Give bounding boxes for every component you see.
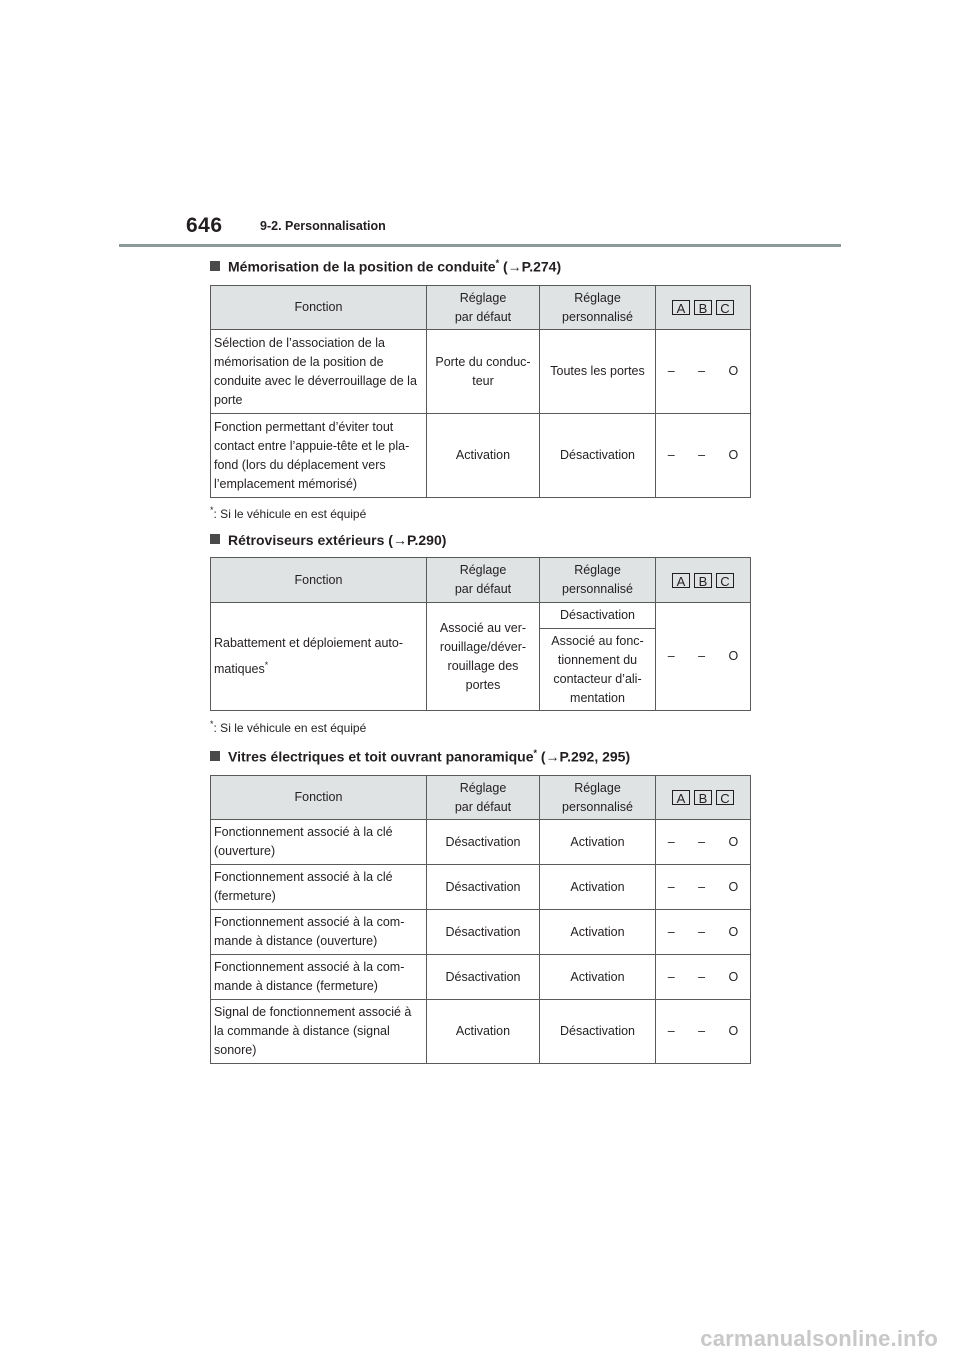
watermark: carmanualsonline.info [700, 1326, 938, 1351]
letter-a-box: A [672, 300, 690, 315]
letter-c-box: C [716, 573, 734, 588]
table-header-row [211, 286, 751, 330]
table-row [211, 955, 751, 1000]
bullet-square-icon [210, 261, 220, 271]
cell-defaut: Désactivation [427, 955, 540, 1000]
cell-defaut: Associé au ver- rouillage/déver- rouillage des portes [427, 603, 540, 711]
cell-letters: – – O [656, 865, 751, 910]
letter-a-box: A [672, 573, 690, 588]
section3-title: Vitres électriques et toit ouvrant panoramique [228, 748, 534, 765]
cell-letters: – – O [656, 910, 751, 955]
letter-b-box: B [694, 790, 712, 805]
cell-fonction: Fonction permettant d’éviter tout contact entre l’appuie-tête et le pla- fond (lors du déplacement vers l’emplacement mémorisé) [211, 414, 427, 498]
header-rule [119, 244, 841, 247]
cell-perso: Activation [540, 865, 656, 910]
cell-letters: – – O [656, 955, 751, 1000]
section1-table [210, 285, 751, 498]
section-label: 9-2. Personnalisation [260, 219, 386, 233]
table-row [211, 910, 751, 955]
section3-title-mark: * [533, 748, 537, 758]
cell-fonction: Fonctionnement associé à la com- mande à distance (ouverture) [211, 910, 427, 955]
section3-ref: (→P.292, 295) [537, 748, 631, 765]
cell-perso: Toutes les portes [540, 330, 656, 414]
header-defaut: Réglage par défaut [427, 286, 540, 330]
header-perso: Réglage personnalisé [540, 558, 656, 603]
header-defaut: Réglage par défaut [427, 776, 540, 820]
section1-ref: (→P.274) [499, 258, 562, 275]
cell-perso: Désactivation [540, 414, 656, 498]
cell-defaut: Activation [427, 414, 540, 498]
section3-table [210, 775, 751, 1064]
cell-perso: Activation [540, 910, 656, 955]
header-perso: Réglage personnalisé [540, 776, 656, 820]
header-letters [656, 558, 751, 603]
letter-a-box: A [672, 790, 690, 805]
letter-b-box: B [694, 573, 712, 588]
header-fonction: Fonction [211, 286, 427, 330]
cell-fonction: Rabattement et déploiement auto- matiques* [211, 603, 427, 711]
table-row [211, 330, 751, 414]
cell-letters: – – O [656, 330, 751, 414]
header-defaut: Réglage par défaut [427, 558, 540, 603]
cell-perso-2: Associé au fonc- tionnement du contacteur d’ali- mentation [540, 629, 656, 711]
letter-b-box: B [694, 300, 712, 315]
cell-defaut: Porte du conduc- teur [427, 330, 540, 414]
cell-defaut: Désactivation [427, 865, 540, 910]
cell-perso: Désactivation [540, 1000, 656, 1064]
cell-perso: Activation [540, 955, 656, 1000]
cell-fonction: Fonctionnement associé à la clé (ouverture) [211, 820, 427, 865]
table-row [211, 603, 751, 629]
section3-heading [210, 748, 630, 765]
section1-title: Mémorisation de la position de conduite [228, 258, 496, 275]
header-letters [656, 286, 751, 330]
table-header-row [211, 776, 751, 820]
section2-ref: (→P.290) [384, 532, 447, 548]
table-row [211, 1000, 751, 1064]
section1-heading [210, 258, 561, 275]
page-number: 646 [186, 214, 223, 237]
cell-defaut: Désactivation [427, 910, 540, 955]
section2-footnote: *: Si le véhicule en est équipé [210, 719, 367, 735]
table-header-row [211, 558, 751, 603]
header-fonction: Fonction [211, 558, 427, 603]
header-perso: Réglage personnalisé [540, 286, 656, 330]
section1-title-mark: * [495, 258, 500, 268]
letter-c-box: C [716, 790, 734, 805]
cell-fonction: Fonctionnement associé à la clé (fermeture) [211, 865, 427, 910]
section2-title: Rétroviseurs extérieurs [228, 532, 385, 548]
cell-letters: – – O [656, 414, 751, 498]
letter-c-box: C [716, 300, 734, 315]
cell-defaut: Désactivation [427, 820, 540, 865]
cell-letters: – – O [656, 603, 751, 711]
cell-fonction: Fonctionnement associé à la com- mande à distance (fermeture) [211, 955, 427, 1000]
section2-heading [210, 532, 446, 548]
section1-footnote: *: Si le véhicule en est équipé [210, 505, 367, 521]
header-letters [656, 776, 751, 820]
table-row [211, 820, 751, 865]
table-row [211, 414, 751, 498]
cell-defaut: Activation [427, 1000, 540, 1064]
cell-letters: – – O [656, 820, 751, 865]
section2-table [210, 557, 751, 711]
cell-fonction: Sélection de l’association de la mémorisation de la position de conduite avec le déverrouillage de la porte [211, 330, 427, 414]
cell-perso-1: Désactivation [540, 603, 656, 629]
cell-perso: Activation [540, 820, 656, 865]
header-fonction: Fonction [211, 776, 427, 820]
cell-fonction: Signal de fonctionnement associé à la commande à distance (signal sonore) [211, 1000, 427, 1064]
bullet-square-icon [210, 751, 220, 761]
bullet-square-icon [210, 534, 220, 544]
table-row [211, 865, 751, 910]
cell-letters: – – O [656, 1000, 751, 1064]
